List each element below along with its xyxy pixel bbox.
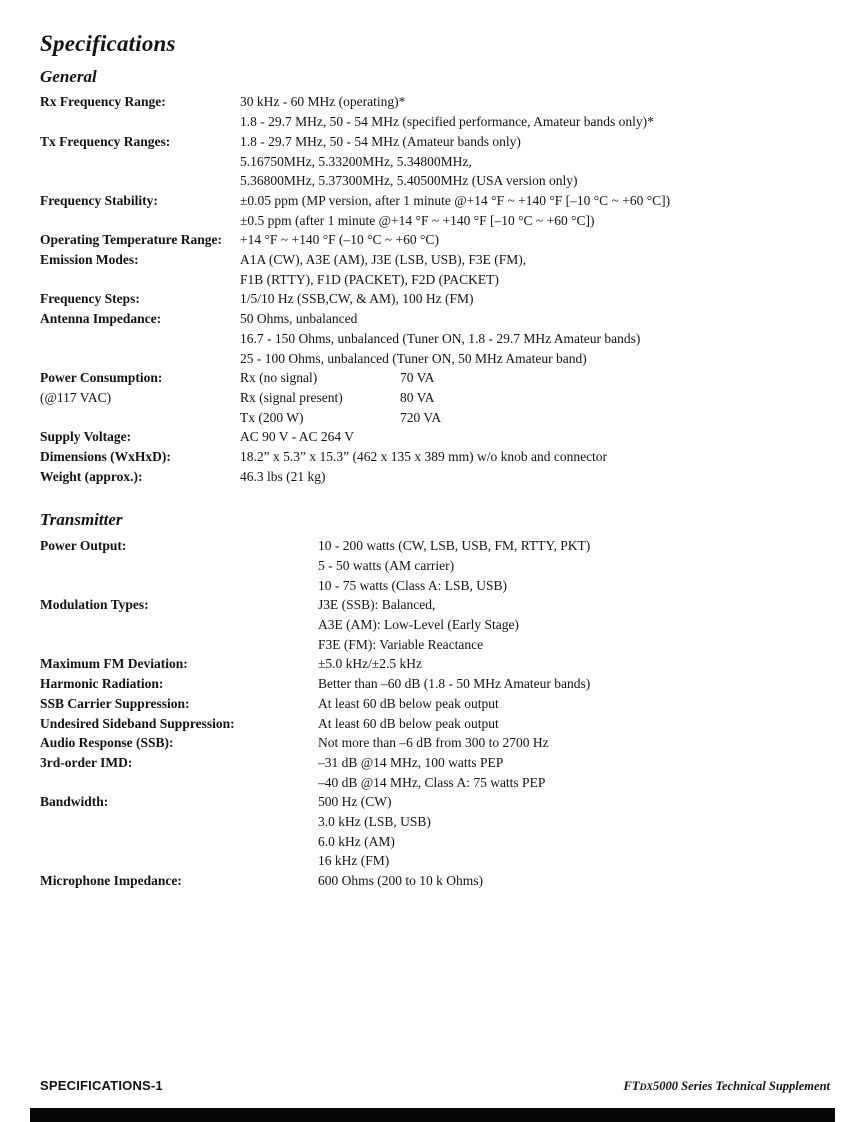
spec-label-text: Modulation Types:: [40, 597, 149, 613]
spec-value-line: 6.0 kHz (AM): [318, 833, 395, 849]
section-transmitter: [40, 510, 826, 890]
spec-value-sublabel: Tx (200 W): [240, 409, 304, 425]
spec-label: [40, 368, 240, 427]
spec-value-line: 18.2” x 5.3” x 15.3” (462 x 135 x 389 mm) w/o knob and connector: [240, 449, 608, 465]
spec-label: [40, 132, 240, 191]
spec-label-text: 3rd-order IMD:: [40, 754, 133, 770]
spec-label: [40, 714, 318, 734]
spec-value: [318, 792, 826, 871]
spec-value-amount: 80 VA: [400, 389, 435, 405]
spec-value-line: Not more than –6 dB from 300 to 2700 Hz: [318, 735, 549, 751]
spec-value: [318, 595, 826, 654]
footer-doc-title: [623, 1077, 830, 1098]
spec-row: [40, 792, 826, 871]
spec-value-line: 16.7 - 150 Ohms, unbalanced (Tuner ON, 1.8 - 29.7 MHz Amateur bands): [240, 330, 641, 346]
spec-label-text: Maximum FM Deviation:: [40, 656, 188, 672]
spec-value-sublabel: Rx (signal present): [240, 389, 343, 405]
spec-row: [40, 536, 826, 595]
spec-sections: [40, 67, 826, 891]
spec-row: [40, 309, 826, 368]
spec-label-text: Power Consumption:: [40, 370, 163, 386]
spec-label: [40, 191, 240, 230]
spec-value: [318, 753, 826, 792]
spec-label: [40, 753, 318, 792]
spec-value-line: 46.3 lbs (21 kg): [240, 468, 326, 484]
spec-value-line: At least 60 dB below peak output: [318, 695, 499, 711]
spec-value: [240, 309, 826, 368]
spec-label: [40, 536, 318, 595]
spec-value-line: F1B (RTTY), F1D (PACKET), F2D (PACKET): [240, 271, 499, 287]
spec-label-text: Audio Response (SSB):: [40, 735, 174, 751]
spec-value: [240, 92, 826, 131]
spec-value-line: 10 - 75 watts (Class A: LSB, USB): [318, 577, 508, 593]
spec-row: [40, 733, 826, 753]
spec-label-text: Frequency Stability:: [40, 192, 158, 208]
spec-row: [40, 250, 826, 289]
spec-row: [40, 595, 826, 654]
spec-value: [318, 536, 826, 595]
spec-label: [40, 92, 240, 131]
section-general: [40, 67, 826, 487]
spec-row: [40, 694, 826, 714]
spec-value-line: 500 Hz (CW): [318, 794, 392, 810]
spec-value: [318, 714, 826, 734]
spec-value-line: ±5.0 kHz/±2.5 kHz: [318, 656, 423, 672]
spec-label-text: Harmonic Radiation:: [40, 676, 164, 692]
spec-row: [40, 674, 826, 694]
spec-value-line: 5.16750MHz, 5.33200MHz, 5.34800MHz,: [240, 153, 472, 169]
spec-label: [40, 792, 318, 871]
spec-row: [40, 191, 826, 230]
spec-label-text: Antenna Impedance:: [40, 311, 162, 327]
spec-value: [240, 467, 826, 487]
footer-brand-prefix: FT: [623, 1079, 640, 1094]
spec-value-line: At least 60 dB below peak output: [318, 715, 499, 731]
spec-label-text: Operating Temperature Range:: [40, 232, 222, 248]
section-heading: General: [40, 66, 97, 86]
spec-label-text: Frequency Steps:: [40, 291, 140, 307]
spec-value-line: 3.0 kHz (LSB, USB): [318, 814, 431, 830]
spec-label: [40, 871, 318, 891]
spec-value-line: 600 Ohms (200 to 10 k Ohms): [318, 873, 483, 889]
spec-row: [40, 714, 826, 734]
spec-value-line: J3E (SSB): Balanced,: [318, 597, 436, 613]
spec-value-line: 50 Ohms, unbalanced: [240, 311, 358, 327]
footer-doc-title-text: 5000 Series Technical Supplement: [653, 1079, 830, 1094]
spec-label: [40, 694, 318, 714]
spec-value-line: 1.8 - 29.7 MHz, 50 - 54 MHz (specified performance, Amateur bands only)*: [240, 114, 654, 130]
spec-value-line: –40 dB @14 MHz, Class A: 75 watts PEP: [318, 774, 546, 790]
spec-value-line: +14 °F ~ +140 °F (–10 °C ~ +60 °C): [240, 232, 439, 248]
spec-row: [40, 230, 826, 250]
spec-value-line: F3E (FM): Variable Reactance: [318, 636, 484, 652]
section-heading: Transmitter: [40, 510, 123, 530]
spec-label: [40, 309, 240, 368]
spec-value-line: 5.36800MHz, 5.37300MHz, 5.40500MHz (USA version only): [240, 173, 578, 189]
spec-value: [240, 250, 826, 289]
spec-row: [40, 654, 826, 674]
spec-value-line: [240, 368, 826, 388]
spec-value-line: 10 - 200 watts (CW, LSB, USB, FM, RTTY, PKT): [318, 538, 591, 554]
spec-value: [318, 694, 826, 714]
spec-value: [318, 654, 826, 674]
spec-value-line: A1A (CW), A3E (AM), J3E (LSB, USB), F3E (FM),: [240, 252, 527, 268]
spec-row: [40, 368, 826, 427]
spec-value-line: 1/5/10 Hz (SSB,CW, & AM), 100 Hz (FM): [240, 291, 474, 307]
spec-value-line: A3E (AM): Low-Level (Early Stage): [318, 616, 519, 632]
spec-label: [40, 250, 240, 289]
spec-row: [40, 132, 826, 191]
page-footer: [40, 1076, 830, 1098]
spec-value: [240, 191, 826, 230]
spec-value: [240, 368, 826, 427]
spec-label-text: Microphone Impedance:: [40, 873, 182, 889]
spec-row: [40, 427, 826, 447]
spec-value-line: [240, 408, 826, 428]
spec-value-line: Better than –60 dB (1.8 - 50 MHz Amateur bands): [318, 676, 591, 692]
spec-label-text: Power Output:: [40, 538, 127, 554]
spec-label-text: Emission Modes:: [40, 252, 139, 268]
spec-row: [40, 753, 826, 792]
spec-value: [318, 733, 826, 753]
spec-row: [40, 92, 826, 131]
spec-label: [40, 674, 318, 694]
spec-value: [240, 289, 826, 309]
spec-label-text: Tx Frequency Ranges:: [40, 133, 171, 149]
page-title: Specifications: [40, 31, 176, 56]
spec-value-line: 25 - 100 Ohms, unbalanced (Tuner ON, 50 MHz Amateur band): [240, 350, 587, 366]
spec-label: [40, 595, 318, 654]
spec-value: [318, 674, 826, 694]
spec-label-text: Bandwidth:: [40, 794, 109, 810]
spec-value: [240, 447, 826, 467]
spec-label: [40, 654, 318, 674]
spec-value-amount: 720 VA: [400, 409, 442, 425]
spec-label: [40, 467, 240, 487]
spec-label-text: Weight (approx.):: [40, 468, 143, 484]
spec-value-line: 16 kHz (FM): [318, 853, 390, 869]
spec-value: [240, 230, 826, 250]
spec-label-text: SSB Carrier Suppression:: [40, 695, 190, 711]
spec-value-line: –31 dB @14 MHz, 100 watts PEP: [318, 754, 504, 770]
spec-label: [40, 427, 240, 447]
spec-label-subtext: (@117 VAC): [40, 389, 112, 405]
bottom-bar-decoration: [30, 1108, 835, 1122]
spec-label-text: Supply Voltage:: [40, 429, 132, 445]
spec-value-line: 1.8 - 29.7 MHz, 50 - 54 MHz (Amateur bands only): [240, 133, 521, 149]
spec-row: [40, 289, 826, 309]
spec-row: [40, 871, 826, 891]
spec-label-text: Undesired Sideband Suppression:: [40, 715, 235, 731]
spec-value-line: 5 - 50 watts (AM carrier): [318, 557, 455, 573]
spec-value: [240, 132, 826, 191]
spec-value-line: ±0.05 ppm (MP version, after 1 minute @+14 °F ~ +140 °F [–10 °C ~ +60 °C]): [240, 192, 671, 208]
spec-label: [40, 289, 240, 309]
spec-value-line: AC 90 V - AC 264 V: [240, 429, 355, 445]
spec-label-text: Dimensions (WxHxD):: [40, 449, 171, 465]
spec-value-line: 30 kHz - 60 MHz (operating)*: [240, 94, 406, 110]
spec-value-amount: 70 VA: [400, 370, 435, 386]
spec-label: [40, 733, 318, 753]
spec-value-sublabel: Rx (no signal): [240, 370, 318, 386]
spec-label: [40, 447, 240, 467]
spec-value: [240, 427, 826, 447]
footer-page-label: SPECIFICATIONS-1: [40, 1078, 163, 1094]
spec-row: [40, 467, 826, 487]
spec-value-line: ±0.5 ppm (after 1 minute @+14 °F ~ +140 °F [–10 °C ~ +60 °C]): [240, 212, 595, 228]
spec-value-line: [240, 388, 826, 408]
spec-row: [40, 447, 826, 467]
spec-label: [40, 230, 240, 250]
footer-brand-dx: DX: [639, 1082, 654, 1094]
spec-value: [318, 871, 826, 891]
spec-label-text: Rx Frequency Range:: [40, 94, 166, 110]
